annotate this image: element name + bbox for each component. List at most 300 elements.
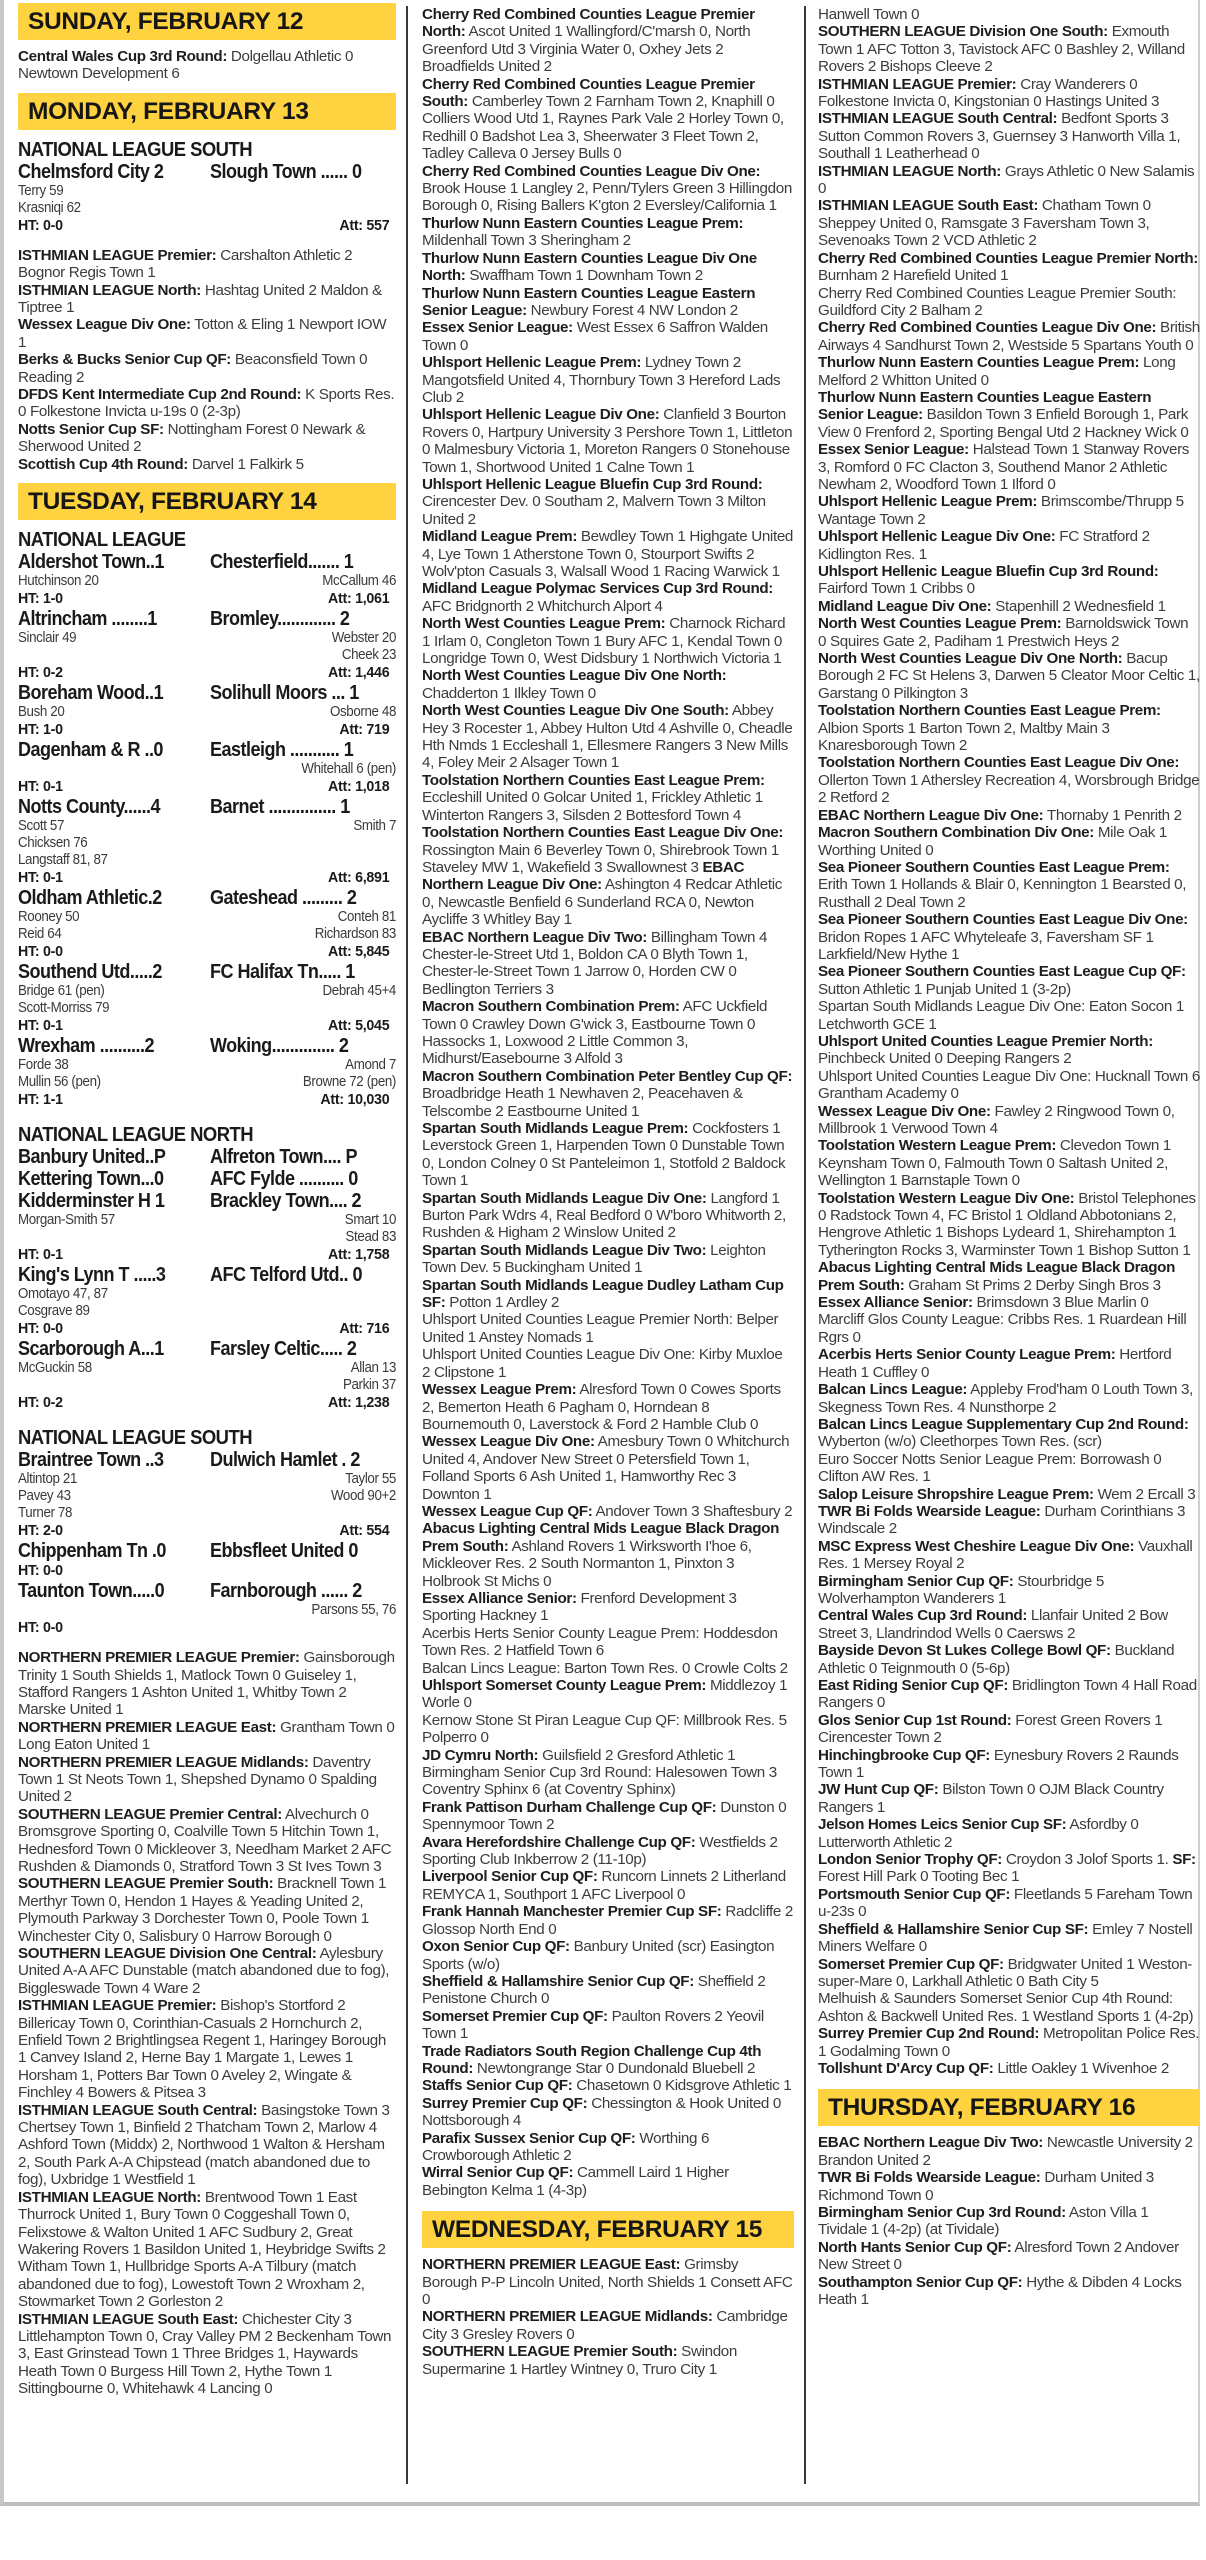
result-entry: [422, 1120, 794, 1190]
match-result: [18, 1190, 396, 1264]
result-text: Grimsby Borough P-P Lincoln United, North Shields 1 Consett AFC 0: [422, 2256, 793, 2308]
away-team-score: Barnet ............... 1: [210, 796, 350, 819]
competition-name: TWR Bi Folds Wearside League:: [818, 1502, 1041, 1520]
competition-name: SOUTHERN LEAGUE Division One South:: [818, 23, 1108, 41]
home-team-score: Banbury United..P: [18, 1146, 166, 1169]
result-text: Sheffield 2 Penistone Church 0: [422, 1972, 766, 2008]
away-team-score: Eastleigh ........... 1: [210, 739, 354, 762]
result-entry: [422, 667, 794, 702]
result-text: Emley 7 Nostell Miners Welfare 0: [818, 1920, 1193, 1956]
result-text: Bridlington Town 4 Hall Road Rangers 0: [818, 1677, 1197, 1712]
result-entry: [422, 1868, 794, 1903]
attendance: Att: 719: [339, 721, 390, 739]
result-entry: [818, 1311, 1200, 1346]
result-entry: [422, 1190, 794, 1242]
competition-name: Toolstation Northern Counties East League Div One:: [422, 824, 784, 842]
competition-name: EBAC Northern League Div Two:: [818, 2134, 1043, 2152]
result-entry: [818, 441, 1200, 493]
result-text: Abbey Hey 3 Rocester 1, Abbey Hulton Utd 4 Ashville 0, Cheadle Hth Nmds 1 Eccleshall 1, Ellesmere Rangers 3 New Mills 4, Foley Meir 2 Alsager Town 1: [422, 702, 793, 772]
away-team: [204, 682, 396, 704]
scorer: Rooney 50: [18, 909, 80, 926]
result-entry: [818, 2025, 1200, 2060]
result-text: Hertford Heath 1 Cuffley 0: [818, 1346, 1172, 1381]
match-footer: [18, 1320, 395, 1338]
result-entry: [818, 2060, 1200, 2077]
goalscorers: [18, 818, 396, 869]
match-footer: [18, 1246, 395, 1264]
home-team: [18, 1146, 204, 1168]
competition-name: Tollshunt D'Arcy Cup QF:: [818, 2059, 994, 2077]
away-team-score: Brackley Town.... 2: [210, 1190, 362, 1213]
spacer: [18, 235, 396, 247]
result-text: Charnock Richard 1 Irlam 0, Congleton Town 1 Bury AFC 1, Kendal Town 0 Longridge Town 0, West Didsbury 1 Northwich Victoria 1: [422, 615, 786, 668]
result-text: Potton 1 Ardley 2: [445, 1294, 560, 1312]
home-team-score: Southend Utd.....2: [18, 961, 162, 984]
competition-name: Essex Senior League:: [422, 319, 573, 337]
result-text: Acerbis Herts Senior County League Prem: Hoddesdon Town Res. 2 Hatfield Town 6: [422, 1624, 778, 1660]
result-entry: [818, 615, 1200, 650]
result-text: Graham St Prims 2 Derby Singh Bros 3: [904, 1276, 1161, 1294]
result-entry: [818, 389, 1200, 441]
competition-name: Portsmouth Senior Cup QF:: [818, 1885, 1011, 1903]
result-entry: [818, 1607, 1200, 1642]
attendance: Att: 716: [339, 1320, 390, 1338]
result-entry: [422, 929, 794, 999]
result-text: Pinchbeck United 0 Deeping Rangers 2: [818, 1050, 1072, 1068]
result-entry: [818, 2239, 1200, 2274]
competition-name: Hinchingbrooke Cup QF:: [818, 1746, 991, 1764]
result-text: Eccleshill United 0 Golcar United 1, Frickley Athletic 1 Winterton Rangers 3, Silsden 2 Bottesford Town 4: [422, 789, 763, 824]
home-team-score: Taunton Town.....0: [18, 1580, 165, 1603]
away-team: [204, 1035, 396, 1057]
result-text: Buckland Athletic 0 Teignmouth 0 (5-6p): [818, 1642, 1175, 1677]
result-entry: [422, 2308, 794, 2343]
result-text: Brimsdown 3 Blue Marlin 0: [972, 1294, 1149, 1312]
result-entry: [818, 1033, 1200, 1068]
attendance: Att: 6,891: [328, 869, 390, 887]
goalscorers: [18, 761, 396, 778]
scorer: Debrah 45+4: [322, 983, 396, 1000]
result-entry: [18, 1806, 396, 1876]
away-team: [204, 1146, 396, 1168]
result-entry: [18, 1649, 396, 1719]
competition-name: Jelson Homes Leics Senior Cup SF:: [818, 1816, 1067, 1834]
result-entry: [18, 247, 396, 282]
home-team-score: King's Lynn T .....3: [18, 1264, 166, 1287]
results-list: [818, 6, 1200, 2077]
match-result: [18, 1580, 396, 1637]
away-team: [204, 1168, 396, 1190]
result-text: Newbury Forest 4 NW London 2: [526, 301, 738, 319]
competition-name: Spartan South Midlands League Div One:: [422, 1189, 707, 1207]
competition-name: Sea Pioneer Southern Counties East League Div One:: [818, 911, 1188, 929]
competition-name: ISTHMIAN LEAGUE Premier:: [818, 75, 1017, 93]
result-text: Durham United 3 Richmond Town 0: [818, 2169, 1154, 2204]
competition-name: Southampton Senior Cup QF:: [818, 2273, 1023, 2291]
result-text: Dunston 0 Spennymoor Town 2: [422, 1798, 787, 1834]
spacer: [18, 1109, 396, 1121]
competition-name: Balcan Lincs League Supplementary Cup 2nd Round:: [818, 1415, 1189, 1433]
goalscorers: [18, 573, 396, 590]
result-text: Hashtag United 2 Maldon & Tiptree 1: [18, 281, 382, 317]
result-text: Paulton Rovers 2 Yeovil Town 1: [422, 2007, 764, 2043]
result-entry: [422, 1660, 794, 1677]
result-entry: [818, 1451, 1200, 1486]
scorer: Richardson 83: [314, 926, 396, 943]
result-text: Middlezoy 1 Worle 0: [422, 1677, 788, 1712]
attendance: Att: 10,030: [320, 1091, 390, 1109]
goalscorers: [18, 1212, 396, 1246]
competition-name: Birmingham Senior Cup QF:: [818, 1572, 1014, 1590]
scorer: Conteh 81: [337, 909, 396, 926]
competition-name: Thurlow Nunn Eastern Counties League Prem:: [422, 214, 744, 232]
result-text: Bacup Borough 2 FC St Helens 3, Darwen 5 Cleator Moor Celtic 1, Garstang 0 Pilkington 3: [818, 650, 1200, 702]
date-banner-tuesday: TUESDAY, FEBRUARY 14: [18, 483, 396, 520]
away-scorers: [207, 183, 396, 217]
scorer: Parkin 37: [342, 1377, 396, 1394]
scorer: Whitehall 6 (pen): [301, 761, 396, 778]
home-scorers: [18, 761, 207, 778]
half-time-score: HT: 1-0: [18, 721, 63, 739]
attendance: Att: 1,238: [328, 1394, 390, 1412]
result-entry: [818, 1677, 1200, 1712]
result-text: Llanfair United 2 Bow Street 3, Llandrindod Wells 0 Caersws 2: [818, 1607, 1168, 1642]
result-entry: [818, 1068, 1200, 1103]
home-team: [18, 1035, 204, 1057]
result-text: Croydon 3 Jolof Sports 1.: [1001, 1851, 1169, 1869]
result-entry: [818, 2274, 1200, 2309]
competition-name: Macron Southern Combination Peter Bentley Cup QF:: [422, 1067, 793, 1085]
competition-name: Uhlsport Hellenic League Bluefin Cup 3rd Round:: [422, 475, 763, 493]
half-time-score: HT: 1-1: [18, 1091, 63, 1109]
competition-name: North Hants Senior Cup QF:: [818, 2238, 1012, 2256]
match-result: [18, 161, 396, 235]
home-team: [18, 1190, 204, 1212]
result-text: Grays Athletic 0 New Salamis 0: [818, 162, 1195, 198]
result-entry: [422, 1764, 794, 1799]
result-text: Wyberton (w/o) Cleethorpes Town Res. (scr): [818, 1433, 1102, 1451]
result-text: Erith Town 1 Hollands & Blair 0, Kennington 1 Bearsted 0, Rusthall 2 Deal Town 2: [818, 876, 1187, 911]
league-title: NATIONAL LEAGUE: [18, 528, 186, 552]
match-result: [18, 682, 396, 739]
score-line: [18, 739, 396, 761]
half-time-score: HT: 0-2: [18, 664, 63, 682]
score-line: [18, 961, 396, 983]
scorer: Sinclair 49: [18, 630, 77, 647]
competition-name: Abacus Lighting Central Mids League Black Dragon Prem South:: [818, 1259, 1176, 1294]
result-text: Daventry Town 1 St Neots Town 1, Shepshed Dynamo 0 Spalding United 2: [18, 1753, 377, 1806]
result-entry: [818, 493, 1200, 528]
result-entry: [422, 406, 794, 476]
result-text: Westfields 2 Sporting Club Inkberrow 2 (11-10p): [422, 1833, 778, 1869]
competition-name: Macron Southern Combination Prem:: [422, 998, 680, 1016]
home-scorers: [18, 630, 207, 664]
match-footer: [18, 1091, 395, 1109]
away-team-score: Alfreton Town.... P: [210, 1146, 357, 1169]
home-scorers: [18, 573, 207, 590]
home-team-score: Aldershot Town..1: [18, 551, 165, 574]
home-team: [18, 796, 204, 818]
scorer: Osborne 48: [329, 704, 396, 721]
attendance: Att: 1,061: [328, 590, 390, 608]
score-line: [18, 1449, 396, 1471]
result-text: Aston Villa 1 Tividale 1 (4-2p) (at Tividale): [818, 2203, 1149, 2239]
result-entry: [422, 528, 794, 580]
away-team-score: Gateshead ......... 2: [210, 887, 357, 910]
scorer: Terry 59: [18, 182, 64, 199]
result-entry: [818, 1816, 1200, 1851]
match-footer: [18, 778, 395, 796]
result-text: Marcliff Glos County League: Cribbs Res. 1 Ruardean Hill Rgrs 0: [818, 1311, 1187, 1346]
competition-name: EBAC Northern League Div Two:: [422, 928, 647, 946]
result-entry: [818, 285, 1200, 320]
competition-name: Wessex League Div One:: [818, 1102, 991, 1120]
home-team: [18, 682, 204, 704]
competition-name: North West Counties League Div One North:: [422, 667, 727, 685]
away-scorers: [207, 1602, 396, 1619]
home-scorers: [18, 1471, 207, 1522]
competition-name: Midland League Polymac Services Cup 3rd Round:: [422, 580, 774, 598]
result-entry: [422, 1938, 794, 1973]
competition-name: ISTHMIAN LEAGUE North:: [18, 281, 201, 299]
result-entry: [422, 476, 794, 528]
away-team-score: FC Halifax Tn..... 1: [210, 961, 355, 984]
competition-name: Surrey Premier Cup 2nd Round:: [818, 2025, 1040, 2043]
date-banner-thursday: THURSDAY, FEBRUARY 16: [818, 2089, 1200, 2126]
away-scorers: [207, 983, 396, 1017]
result-text: Newtongrange Star 0 Dundonald Bluebell 2: [473, 2059, 756, 2077]
result-entry: [422, 2077, 794, 2094]
half-time-score: HT: 0-0: [18, 1562, 63, 1580]
result-entry: [422, 772, 794, 824]
competition-name: Toolstation Northern Counties East League Prem:: [422, 771, 765, 789]
competition-name: Staffs Senior Cup QF:: [422, 2077, 573, 2095]
result-text: AFC Bridgnorth 2 Whitchurch Alport 4: [422, 597, 663, 615]
competition-name: Wirral Senior Cup QF:: [422, 2164, 574, 2182]
competition-name: NORTHERN PREMIER LEAGUE Premier:: [18, 1649, 300, 1667]
result-text: Stapenhill 2 Wednesfield 1: [991, 597, 1166, 615]
result-entry: [422, 1973, 794, 2008]
competition-name: Uhlsport Somerset County League Prem:: [422, 1677, 707, 1694]
result-entry: [422, 824, 794, 928]
result-text: Fleetlands 5 Fareham Town u-23s 0: [818, 1885, 1193, 1921]
home-team: [18, 608, 204, 630]
match-result: [18, 551, 396, 608]
result-entry: [818, 1956, 1200, 1991]
result-text: Mile Oak 1 Worthing United 0: [818, 824, 1167, 859]
result-text: Bridon Ropes 1 AFC Whyteleafe 3, Faversham SF 1 Larkfield/New Hythe 1: [818, 928, 1154, 963]
result-entry: [18, 1945, 396, 1997]
competition-name: Wessex League Cup QF:: [422, 1502, 593, 1520]
away-team: [204, 1190, 396, 1212]
match-footer: [18, 869, 395, 887]
result-text: Fawley 2 Ringwood Town 0, Millbrook 1 Verwood Town 4: [818, 1102, 1175, 1137]
result-text: Hanwell Town 0: [818, 6, 920, 23]
result-text: Camberley Town 2 Farnham Town 2, Knaphill 0 Colliers Wood Utd 1, Raynes Park Vale 2 Horley Town 0, Redhill 0 Badshot Lea 3, Sheerwater 3 Fleet Town 2, Tadley Calleva 0 Jersey Bulls 0: [422, 93, 784, 163]
attendance: [389, 1619, 395, 1637]
away-team: [204, 1580, 396, 1602]
goalscorers: [18, 704, 396, 721]
home-team-score: Chelmsford City 2: [18, 160, 164, 183]
result-entry: [422, 285, 794, 320]
half-time-score: HT: 2-0: [18, 1522, 63, 1540]
result-text: Totton & Eling 1 Newport IOW 1: [18, 316, 387, 351]
attendance: Att: 5,045: [328, 1017, 390, 1035]
result-text: Bracknell Town 1 Merthyr Town 0, Hendon 1 Hayes & Yeading United 2, Plymouth Parkway 3 Dorchester Town 0, Poole Town 1 Winchester City 0, Salisbury 0 Harrow Borough 0: [18, 1875, 387, 1945]
result-entry: [422, 1381, 794, 1433]
result-entry: [818, 1642, 1200, 1677]
away-scorers: [207, 573, 396, 590]
competition-name: Abacus Lighting Central Mids League Black Dragon Prem South:: [422, 1520, 780, 1555]
result-entry: [18, 421, 396, 456]
scorer: Amond 7: [345, 1057, 396, 1074]
result-text: Lydney Town 2 Mangotsfield United 4, Thornbury Town 3 Hereford Lads Club 2: [422, 354, 781, 406]
match-result: [18, 1146, 396, 1168]
result-text: West Essex 6 Saffron Walden Town 0: [422, 319, 768, 354]
result-entry: [422, 2256, 794, 2308]
match-result: [18, 1540, 396, 1580]
scorer: McCallum 46: [322, 573, 396, 590]
competition-name: ISTHMIAN LEAGUE South Central:: [818, 110, 1058, 128]
half-time-score: HT: 0-0: [18, 1320, 63, 1338]
attendance: Att: 557: [339, 216, 390, 234]
result-text: Beaconsfield Town 0 Reading 2: [18, 351, 368, 386]
result-text: Gainsborough Trinity 1 South Shields 1, Matlock Town 0 Guiseley 1, Stafford Rangers 1 Ashton United 1, Whitby Town 2 Marske United 1: [18, 1649, 395, 1719]
scorer: Cheek 23: [341, 647, 396, 664]
result-entry: [818, 1381, 1200, 1416]
result-entry: [18, 48, 396, 83]
result-text: Albion Sports 1 Barton Town 2, Maltby Main 3 Knaresborough Town 2: [818, 719, 1110, 755]
competition-name: SOUTHERN LEAGUE Division One Central:: [18, 1945, 317, 1962]
scorer: Altintop 21: [18, 1471, 77, 1488]
scorer: Wood 90+2: [330, 1488, 396, 1505]
result-entry: [818, 963, 1200, 998]
away-scorers: [207, 761, 396, 778]
result-text: Chichester City 3 Littlehampton Town 0, Cray Valley PM 2 Beckenham Town 3, East Grinstead Town 1 Three Bridges 1, Haywards Heath Town 0 Burgess Hill Town 2, Hythe Town 1 Sittingbourne 0, Whitehawk 4 Lancing 0: [18, 2310, 392, 2398]
competition-name: Liverpool Senior Cup QF:: [422, 1868, 598, 1886]
away-team-score: AFC Telford Utd.. 0: [210, 1264, 362, 1287]
match-footer: [18, 590, 395, 608]
result-entry: [422, 1834, 794, 1869]
score-line: [18, 1168, 396, 1190]
results-list: [422, 6, 794, 2199]
competition-name: Sea Pioneer Southern Counties East League Prem:: [818, 858, 1170, 876]
column-1: [18, 0, 396, 2484]
result-text: Swindon Supermarine 1 Hartley Wintney 0, Truro City 1: [422, 2343, 737, 2378]
home-team-score: Braintree Town ..3: [18, 1449, 164, 1472]
result-entry: [422, 1433, 794, 1503]
result-entry: [818, 650, 1200, 702]
competition-name: Spartan South Midlands League Div Two:: [422, 1241, 707, 1259]
home-team: [18, 739, 204, 761]
result-entry: [818, 598, 1200, 615]
home-scorers: [18, 183, 207, 217]
score-line: [18, 608, 396, 630]
result-text: Clanfield 3 Bourton Rovers 0, Hartpury University 3 Pershore Town 1, Littleton 0 Malmesbury Victoria 1, Moreton Rangers 0 Stonehouse Town 1, Shortwood United 1 Calne Town 1: [422, 406, 793, 476]
away-scorers: [207, 909, 396, 943]
result-entry: [422, 1277, 794, 1312]
competition-name: Somerset Premier Cup QF:: [818, 1955, 1004, 1973]
result-text: Broadbridge Heath 1 Newhaven 2, Peacehaven & Telscombe 2 Eastbourne United 1: [422, 1085, 743, 1120]
result-text: Bilston Town 0 OJM Black Country Rangers 1: [818, 1781, 1164, 1816]
result-entry: [422, 6, 794, 76]
attendance: Att: 5,845: [328, 943, 390, 961]
competition-name: Birmingham Senior Cup 3rd Round:: [818, 2203, 1066, 2221]
result-entry: [422, 702, 794, 772]
away-team: [204, 1264, 396, 1286]
match-result: [18, 1264, 396, 1338]
result-entry: [18, 2102, 396, 2189]
result-entry: [422, 2008, 794, 2043]
scorer: Reid 64: [18, 926, 62, 943]
competition-name: SOUTHERN LEAGUE Premier South:: [422, 2343, 678, 2361]
result-text: Appleby Frod'ham 0 Louth Town 3, Skegness Town Res. 4 Nunsthorpe 2: [818, 1381, 1193, 1416]
result-entry: [422, 1625, 794, 1660]
result-text: Wem 2 Ercall 3: [1093, 1485, 1196, 1503]
home-scorers: [18, 818, 207, 869]
result-text: K Sports Res. 0 Folkestone Invicta u-19s 0 (2-3p): [18, 386, 395, 421]
home-team-score: Chippenham Tn .0: [18, 1540, 166, 1563]
goalscorers: [18, 1286, 396, 1320]
half-time-score: HT: 0-0: [18, 943, 63, 961]
competition-name: Cherry Red Combined Counties League Premier South:: [422, 75, 755, 111]
attendance: Att: 554: [339, 1522, 390, 1540]
away-scorers: [207, 630, 396, 664]
result-text: Brentwood Town 1 East Thurrock United 1, Bury Town 0 Coggeshall Town 0, Felixstowe & Walton United 1 AFC Sudbury 2, Great Wakering Rovers 1 Basildon United 1, Heybridge Swifts 2 Witham Town 1, Hullbridge Sports A-A Tilbury (match abandoned due to fog), Lowestoft Town 2 Wroxham 2, Stowmarket Town 2 Gorleston 2: [18, 2188, 386, 2311]
scorer: Forde 38: [18, 1057, 69, 1074]
competition-name: Spartan South Midlands League Dudley Latham Cup SF:: [422, 1276, 784, 1312]
date-banner-sunday: SUNDAY, FEBRUARY 12: [18, 3, 396, 40]
column-2: [406, 6, 794, 2484]
scorer: Taylor 55: [345, 1471, 396, 1488]
scorer: Krasniqi 62: [18, 199, 81, 216]
result-entry: [818, 197, 1200, 249]
result-entry: [18, 282, 396, 317]
result-entry: [818, 1747, 1200, 1782]
result-text: Durham Corinthians 3 Windscale 2: [818, 1502, 1186, 1538]
result-entry: [422, 354, 794, 406]
competition-name: DFDS Kent Intermediate Cup 2nd Round:: [18, 386, 302, 404]
result-entry: [818, 1921, 1200, 1956]
competition-name: Trade Radiators South Region Challenge Cup 4th Round:: [422, 2042, 762, 2077]
match-result: [18, 739, 396, 796]
home-team: [18, 1338, 204, 1360]
result-entry: [422, 1346, 794, 1381]
competition-name: Toolstation Western League Prem:: [818, 1137, 1057, 1155]
result-text: Cockfosters 1 Leverstock Green 1, Harpenden Town 0 Dunstable Town 0, London Colney 0 St Panteleimon 1, Stotfold 2 Baldock Town 1: [422, 1120, 786, 1190]
home-team-score: Wrexham ..........2: [18, 1035, 155, 1058]
competition-name: Uhlsport Hellenic League Div One:: [818, 528, 1056, 546]
away-team-score: Chesterfield....... 1: [210, 551, 354, 574]
away-team-score: Dulwich Hamlet . 2: [210, 1449, 360, 1472]
scorer: Smart 10: [344, 1212, 396, 1229]
result-text: Chasetown 0 Kidsgrove Athletic 1: [572, 2077, 792, 2095]
attendance: Att: 1,446: [328, 664, 390, 682]
home-team: [18, 161, 204, 183]
competition-name: NORTHERN PREMIER LEAGUE East:: [422, 2256, 681, 2274]
score-line: [18, 796, 396, 818]
result-entry: [818, 163, 1200, 198]
scorer: Turner 78: [18, 1505, 73, 1522]
away-team-score: Farsley Celtic..... 2: [210, 1338, 357, 1361]
result-text: Andover Town 3 Shaftesbury 2: [592, 1502, 793, 1520]
competition-name: Cherry Red Combined Counties League Div One:: [422, 162, 761, 180]
result-entry: [18, 1997, 396, 2101]
score-line: [18, 551, 396, 573]
half-time-score: HT: 0-2: [18, 1394, 63, 1412]
result-text: Birmingham Senior Cup 3rd Round: Halesowen Town 3 Coventry Sphinx 6 (at Coventry Sphinx): [422, 1764, 777, 1799]
competition-name: Essex Alliance Senior:: [422, 1589, 577, 1607]
